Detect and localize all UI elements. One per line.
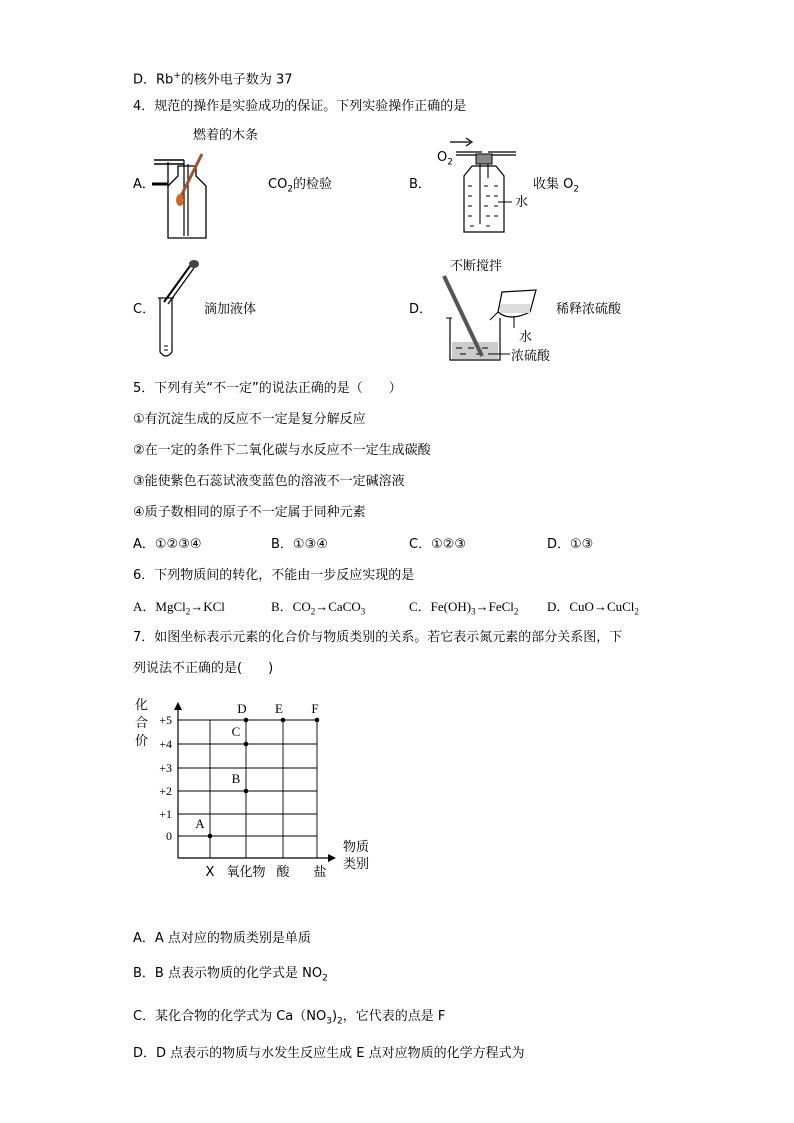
q4-a-caption: $CO_2$的检验 [268, 177, 333, 195]
q4-d-letter: D． [409, 302, 433, 317]
chart-y-label: 化 合 价 [135, 698, 149, 749]
q6-option-a: A．MgCl$_2$→KCl [133, 599, 225, 617]
q4-d-acid-label: 浓硫酸 [511, 349, 551, 364]
q6-option-b: B．$CO_2\to CaCO_3$ [271, 599, 366, 617]
data-point [244, 789, 249, 794]
x-tick-label: 氧化物 [226, 865, 266, 880]
q6-stem: 6．下列物质间的转化，不能由一步反应实现的是 [133, 568, 415, 583]
y-tick-label: +1 [159, 807, 172, 821]
x-tick-label: 酸 [276, 865, 290, 880]
y-tick-label: +2 [159, 784, 172, 798]
q5-item-3: ③能使紫色石蕊试液变蓝色的溶液不一定碱溶液 [133, 474, 405, 489]
q7-stem-line2: 列说法不正确的是( ) [133, 661, 274, 676]
q5-option-c: C．①②③ [409, 537, 467, 552]
y-tick-label: +4 [159, 737, 172, 751]
data-point-label: B [231, 771, 241, 786]
data-point-label: D [237, 701, 247, 716]
q5-option-b: B．①③④ [271, 537, 328, 552]
q7-stem-line1: 7．如图坐标表示元素的化合价与物质类别的关系。若它表示氮元素的部分关系图，下 [133, 630, 623, 645]
y-tick-label: +3 [159, 761, 172, 775]
q5-stem: 5．下列有关“不一定”的说法正确的是（ ） [133, 381, 402, 396]
chart-x-label: 物质 类别 [343, 840, 370, 872]
data-point [244, 718, 249, 723]
data-point [315, 718, 320, 723]
q4-c-caption: 滴加液体 [204, 302, 257, 317]
q4-b-caption: 收集 $O_2$ [533, 177, 580, 195]
y-axis-arrow-icon [174, 702, 182, 710]
q5-option-d: D．①③ [547, 537, 594, 552]
q4-d-caption: 稀释浓硫酸 [556, 302, 622, 317]
q7-option-b: B．B 点表示物质的化学式是 $NO_2$ [133, 966, 328, 984]
q4-b-o2-label: $O_2$ [437, 150, 453, 168]
data-point [281, 718, 286, 723]
data-point-label: A [195, 816, 205, 831]
q4-b-water-label: 水 [515, 195, 529, 210]
q4-a-letter: A． [133, 177, 155, 192]
x-tick-label: X [205, 865, 215, 880]
q6-option-d: D．CuO→CuCl$_2$ [547, 599, 639, 617]
x-tick-label: 盐 [313, 865, 327, 880]
q4-c-letter: C． [133, 302, 156, 317]
q3-option-d: D．Rb+的核外电子数为 37 [133, 71, 293, 88]
q4-d-water-label: 水 [519, 330, 533, 345]
data-point [208, 834, 213, 839]
q7-option-d: D．D 点表示的物质与水发生反应生成 E 点对应物质的化学方程式为 [133, 1046, 525, 1061]
q4-d-stir-label: 不断搅拌 [450, 259, 503, 274]
q5-option-a: A．①②③④ [133, 537, 202, 552]
q4-a-top-label: 燃着的木条 [193, 128, 259, 143]
q5-item-2: ②在一定的条件下二氧化碳与水反应不一定生成碳酸 [133, 443, 431, 458]
x-axis-arrow-icon [328, 854, 336, 862]
data-point-label: F [311, 701, 319, 716]
y-tick-label: 0 [166, 829, 172, 843]
q5-item-1: ①有沉淀生成的反应不一定是复分解反应 [133, 412, 366, 427]
q6-option-c: C．$Fe(OH)_3\to FeCl_2$ [409, 599, 519, 617]
q7-option-c: C．某化合物的化学式为 $Ca(NO_3)_2$，它代表的点是 F [133, 1009, 446, 1027]
y-tick-label: +5 [159, 713, 172, 727]
q5-item-4: ④质子数相同的原子不一定属于同种元素 [133, 505, 366, 520]
q4-b-letter: B． [409, 177, 431, 192]
q4-stem: 4．规范的操作是实验成功的保证。下列实验操作正确的是 [133, 99, 467, 114]
q7-option-a: A．A 点对应的物质类别是单质 [133, 931, 311, 946]
data-point-label: E [275, 701, 283, 716]
data-point [244, 742, 249, 747]
data-point-label: C [231, 724, 241, 739]
